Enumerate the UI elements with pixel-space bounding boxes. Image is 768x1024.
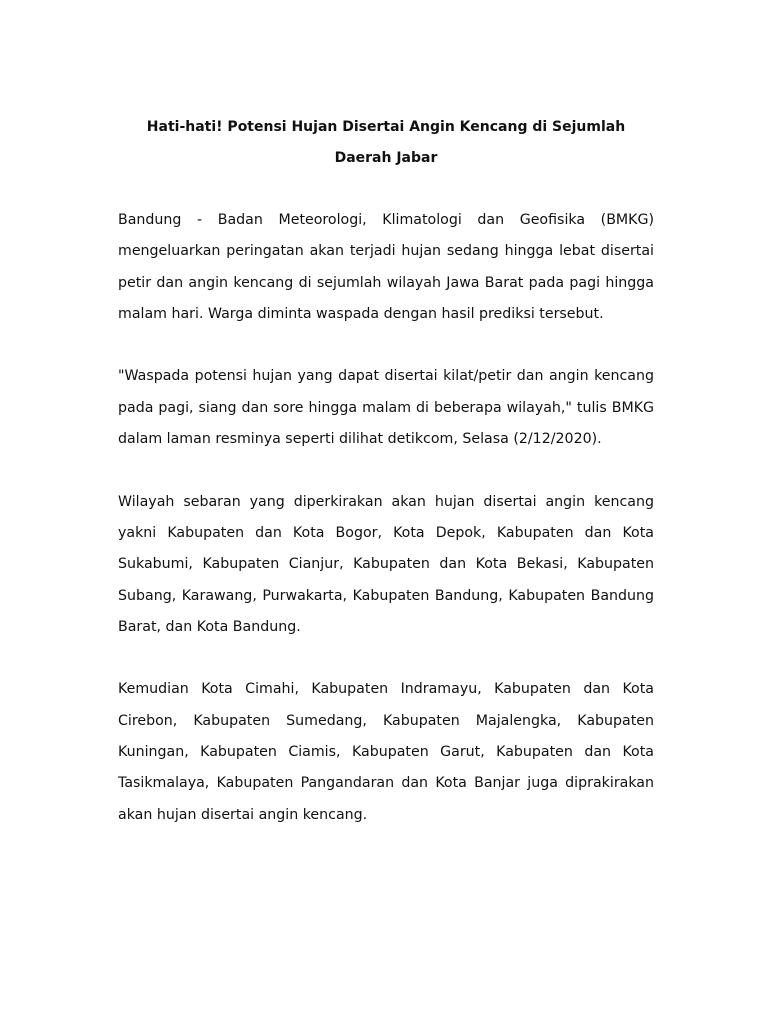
paragraph-4: Kemudian Kota Cimahi, Kabupaten Indramayu, Kabupaten dan Kota Cirebon, Kabupaten Sumedang, Kabupaten Majalengka, Kabupaten Kuningan, Kabupaten Ciamis, Kabupaten Garut, Kabupaten dan Kota Tasikmalaya, Kabupaten Pangandaran dan Kota Banjar juga diprakirakan akan hujan disertai angin kencang. xyxy=(118,681,654,823)
paragraph-3: Wilayah sebaran yang diperkirakan akan hujan disertai angin kencang yakni Kabupaten dan Kota Bogor, Kota Depok, Kabupaten dan Kota Sukabumi, Kabupaten Cianjur, Kabupaten dan Kota Bekasi, Kabupaten Subang, Karawang, Purwakarta, Kabupaten Bandung, Kabupaten Bandung Barat, dan Kota Bandung. xyxy=(118,493,654,635)
paragraph-1: Bandung - Badan Meteorologi, Klimatologi dan Geofisika (BMKG) mengeluarkan peringatan akan terjadi hujan sedang hingga lebat disertai petir dan angin kencang di sejumlah wilayah Jawa Barat pada pagi hingga malam hari. Warga diminta waspada dengan hasil prediksi tersebut. xyxy=(118,212,654,322)
document-page xyxy=(118,112,654,862)
article-title: Hati-hati! Potensi Hujan Disertai Angin Kencang di Sejumlah Daerah Jabar xyxy=(146,119,626,166)
paragraph-2: "Waspada potensi hujan yang dapat disertai kilat/petir dan angin kencang pada pagi, siang dan sore hingga malam di beberapa wilayah," tulis BMKG dalam laman resminya seperti dilihat detikcom, Selasa (2/12/2020). xyxy=(118,368,654,448)
